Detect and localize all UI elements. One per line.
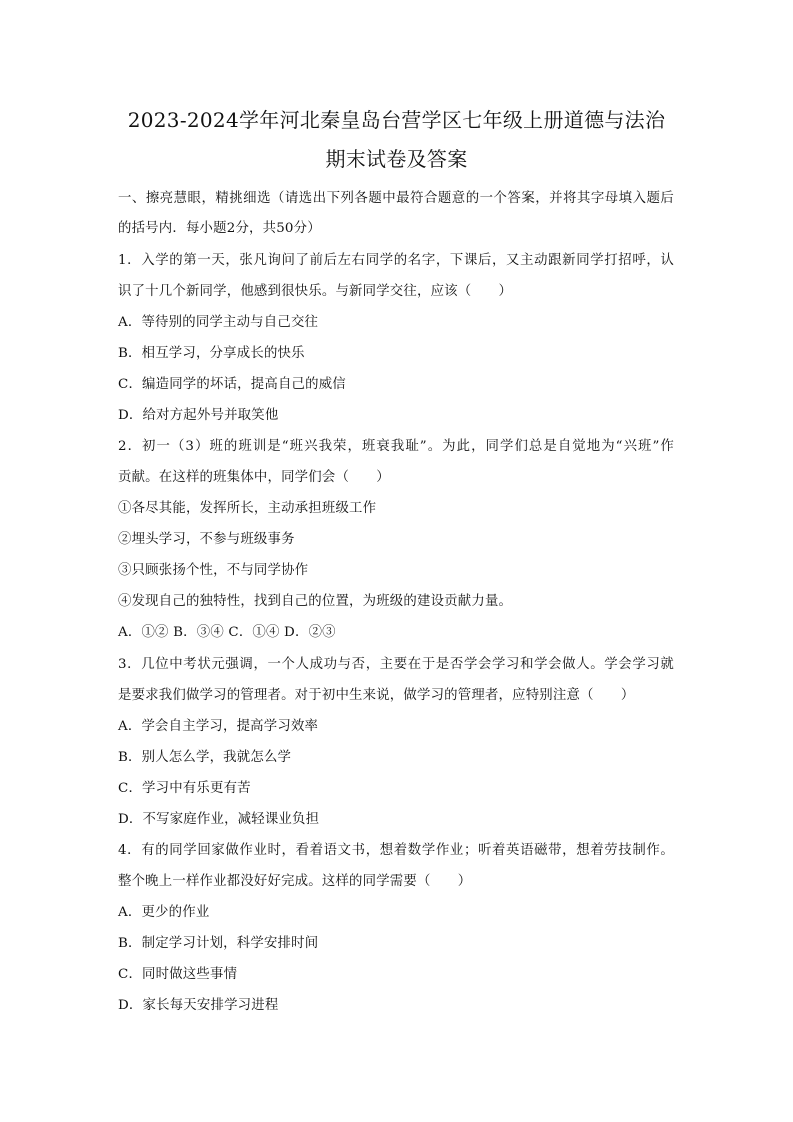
q1-option-c: C．编造同学的坏话，提高自己的威信 bbox=[118, 377, 346, 392]
q3-option-d: D．不写家庭作业，减轻课业负担 bbox=[118, 812, 320, 827]
q3-option-b: B．别人怎么学，我就怎么学 bbox=[118, 750, 292, 765]
q3-option-c: C．学习中有乐更有苦 bbox=[118, 781, 251, 796]
q4-stem-line2: 整个晚上一样作业都没好好完成。这样的同学需要（ ） bbox=[118, 874, 472, 889]
q2-statement-4: ④发现自己的独特性，找到自己的位置，为班级的建设贡献力量。 bbox=[118, 594, 513, 609]
q1-option-b: B．相互学习，分享成长的快乐 bbox=[118, 346, 305, 361]
doc-title-line2: 期末试卷及答案 bbox=[325, 147, 468, 171]
q2-statement-2: ②埋头学习，不参与班级事务 bbox=[118, 532, 295, 547]
q3-stem-line1: 3．几位中考状元强调，一个人成功与否，主要在于是否学会学习和学会做人。学会学习就 bbox=[118, 657, 674, 672]
q1-stem-line1: 1．入学的第一天，张凡询问了前后左右同学的名字，下课后，又主动跟新同学打招呼，认 bbox=[118, 253, 674, 268]
q2-stem-line2: 贡献。在这样的班集体中，同学们会（ ） bbox=[118, 470, 390, 485]
q3-option-a: A．学会自主学习，提高学习效率 bbox=[118, 719, 319, 734]
q2-statement-3: ③只顾张扬个性，不与同学协作 bbox=[118, 563, 309, 578]
q1-stem-line2: 识了十几个新同学，他感到很快乐。与新同学交往，应该（ ） bbox=[118, 284, 513, 299]
q4-option-d: D．家长每天安排学习进程 bbox=[118, 998, 279, 1013]
q2-options: A．①② B．③④ C．①④ D．②③ bbox=[118, 625, 336, 640]
q2-statement-1: ①各尽其能，发挥所长，主动承担班级工作 bbox=[118, 501, 377, 516]
q3-stem-line2: 是要求我们做学习的管理者。对于初中生来说，做学习的管理者，应特别注意（ ） bbox=[118, 688, 635, 703]
doc-title-line1: 2023-2024学年河北秦皇岛台营学区七年级上册道德与法治 bbox=[127, 108, 666, 132]
q4-option-c: C．同时做这些事情 bbox=[118, 967, 238, 982]
q2-stem-line1: 2．初一（3）班的班训是“班兴我荣，班衰我耻”。为此，同学们总是自觉地为“兴班”作 bbox=[118, 439, 674, 454]
section1-instruction-line2: 的括号内．每小题2分，共50分） bbox=[118, 221, 321, 236]
section1-instruction-line1: 一、擦亮慧眼，精挑细选（请选出下列各题中最符合题意的一个答案，并将其字母填入题后 bbox=[118, 191, 674, 206]
q4-stem-line1: 4．有的同学回家做作业时，看着语文书，想着数学作业；听着英语磁带，想着劳技制作。 bbox=[118, 843, 674, 858]
q1-option-a: A．等待别的同学主动与自己交往 bbox=[118, 315, 319, 330]
q4-option-a: A．更少的作业 bbox=[118, 905, 210, 920]
q1-option-d: D．给对方起外号并取笑他 bbox=[118, 408, 279, 423]
q4-option-b: B．制定学习计划，科学安排时间 bbox=[118, 936, 319, 951]
